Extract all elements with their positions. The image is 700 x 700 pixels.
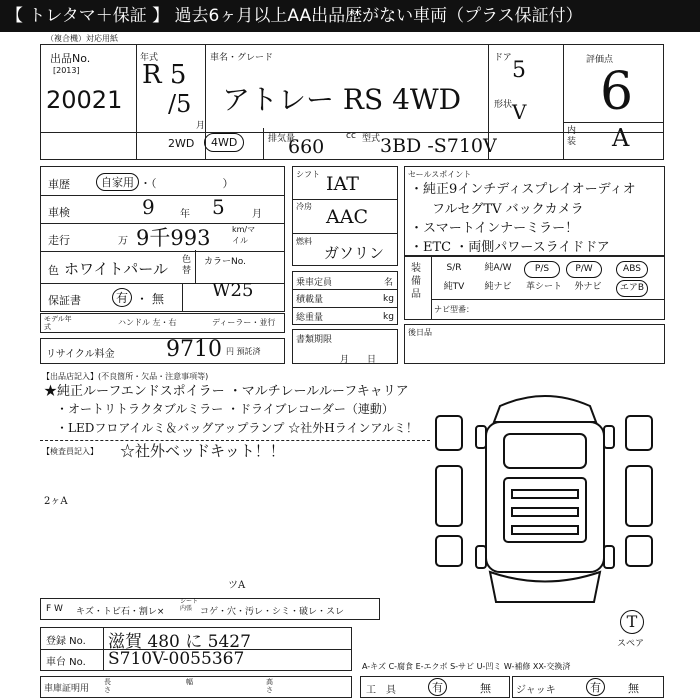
color-divider — [195, 250, 196, 284]
gross-label: 総重量 — [296, 313, 324, 323]
capacity-label: 乗車定員 — [296, 278, 333, 288]
sales-point-1: ・純正9インチディスプレイオーディオ — [410, 182, 636, 197]
seat-label: シート内張 — [180, 598, 199, 612]
equip-leather: 革シート — [525, 282, 562, 292]
year-era: R 5 — [142, 60, 187, 90]
note-line-1: ★純正ルーフエンドスポイラー ・マルチレールルーフキャリア — [44, 384, 409, 399]
model-change-handle: ハンドル 左・右 — [118, 318, 177, 327]
spare-label: スペア — [617, 639, 645, 649]
shape-value: V — [512, 100, 527, 124]
equipment-label: 装備品 — [411, 263, 421, 300]
equip-abs: ABS — [616, 261, 648, 278]
sales-point-4: ・ETC ・両側パワースライドドア — [410, 240, 610, 255]
equip-ps: P/S — [524, 261, 560, 278]
mileage-prefix: 万 — [118, 236, 128, 247]
notes-label: 【出品店記入】(不良箇所・欠品・注意事項等) — [42, 372, 209, 381]
gross-unit: kg — [383, 312, 394, 322]
interior-value: A — [612, 124, 630, 152]
history-value: 自家用 — [96, 173, 139, 191]
interior-label: 内装 — [567, 126, 577, 147]
history-label: 車歴 — [48, 178, 70, 191]
warranty-yes: 有 — [112, 288, 132, 307]
inspector-extra: 2ヶA — [44, 496, 68, 507]
model-label: 型式 — [362, 134, 381, 144]
lot-label: 出品No. — [50, 52, 91, 65]
drive-4wd: 4WD — [204, 133, 244, 152]
inspection-month: 5 — [212, 195, 225, 219]
mileage-label: 走行 — [48, 234, 70, 247]
ac-label: 冷房 — [296, 202, 312, 211]
color-code-label: カラーNo. — [204, 257, 246, 267]
tools-no: 無 — [480, 682, 491, 695]
ac-value: AAC — [326, 206, 368, 228]
jack-label: ジャッキ — [516, 685, 556, 696]
equip-aw: 純A/W — [484, 263, 512, 273]
fw-label: F W — [46, 604, 63, 614]
drive-2wd: 2WD — [168, 137, 195, 150]
seat-items: コゲ・穴・汚レ・シミ・破レ・スレ — [200, 607, 345, 617]
registration-value: 滋賀 480 に 5427 — [108, 632, 251, 652]
model-value: 3BD -S710V — [380, 135, 497, 157]
doc-date-label: 書類期限 — [296, 335, 333, 345]
color-code-value: W25 — [212, 280, 254, 301]
tools-label: 工 具 — [366, 685, 396, 696]
doors-label: ドア — [494, 53, 512, 63]
recycle-unit: 円 預託済 — [226, 347, 261, 356]
history-rest: ・（ ） — [140, 177, 234, 190]
equip-airbag: エアB — [616, 280, 648, 297]
cert-length: 長さ — [104, 678, 111, 694]
car-name: アトレー RS 4WD — [222, 83, 462, 116]
chassis-value: S710V-0055367 — [108, 649, 245, 669]
drive-divider — [263, 128, 264, 160]
lot-number: 20021 — [46, 86, 123, 114]
retrofit-label: 後日品 — [408, 328, 432, 337]
recycle-label: リサイクル料金 — [46, 349, 115, 360]
inspector-label: 【検査員記入】 — [42, 447, 98, 456]
sales-points-label: セールスポイント — [408, 170, 472, 179]
lot-year-tag: [2013] — [53, 66, 80, 75]
load-label: 積載量 — [296, 295, 324, 305]
car-label: 車名・グレード — [210, 53, 274, 63]
sales-point-3: ・スマートインナーミラー！ — [410, 221, 579, 236]
retrofit-block — [404, 324, 665, 364]
seat-mark: ツA — [228, 580, 246, 591]
doors-value: 5 — [512, 58, 526, 83]
color-swap-label: 色替 — [182, 255, 192, 276]
damage-legend: A-キズ C-腐食 E-エクボ S-サビ U-凹ミ W-補修 XX-交換済 — [362, 662, 571, 671]
fuel-value: ガソリン — [324, 244, 385, 262]
inspection-year-unit: 年 — [180, 209, 190, 220]
load-unit: kg — [383, 294, 394, 304]
displacement-unit: cc — [346, 131, 356, 141]
inspection-label: 車検 — [48, 206, 70, 219]
score-value: 6 — [600, 62, 634, 122]
note-line-2: ・オートリトラクタブルミラー ・ドライブレコーダー（連動） — [56, 402, 394, 416]
banner: 【 トレタマ＋保証 】 過去6ヶ月以上AA出品歴がない車両（プラス保証付） — [0, 0, 700, 32]
equip-pw: P/W — [566, 261, 602, 278]
capacity-unit: 名 — [384, 278, 394, 288]
equip-navi-model: ナビ型番： — [434, 305, 474, 314]
inspection-year: 9 — [142, 195, 155, 219]
form-type: （複合機）対応用紙 — [46, 34, 118, 43]
cert-width: 幅 — [186, 678, 193, 686]
recycle-value: 9710 — [166, 337, 222, 362]
mileage-unit: km/マイル — [232, 225, 256, 245]
inspection-month-unit: 月 — [252, 209, 262, 220]
equip-tv: 純TV — [443, 282, 465, 292]
shift-value: IAT — [326, 173, 359, 195]
model-change-label: モデル年式 — [44, 315, 72, 331]
fuel-label: 燃料 — [296, 237, 312, 246]
displacement-label: 排気量 — [268, 134, 296, 144]
mileage-value: 9千993 — [136, 226, 211, 250]
shift-label: シフト — [296, 170, 320, 179]
score-label: 評価点 — [586, 55, 614, 65]
registration-label: 登録 No. — [46, 636, 86, 647]
warranty-no: 無 — [152, 292, 165, 306]
color-value: ホワイトパール — [64, 260, 168, 278]
model-change-dealer: ディーラー・並行 — [212, 318, 276, 327]
year-month: /5 — [168, 90, 192, 118]
warranty-divider — [182, 284, 183, 312]
cert-label: 車庫証明用 — [44, 684, 90, 694]
spare-mark: T — [620, 610, 644, 634]
shape-label: 形状 — [494, 100, 513, 110]
equip-sr: S/R — [446, 263, 462, 273]
cert-height: 高さ — [266, 678, 273, 694]
warranty-sep: ・ — [136, 292, 149, 306]
tools-yes: 有 — [428, 678, 447, 696]
fw-items: キズ・トビ石・割レ× — [76, 607, 165, 617]
jack-yes: 有 — [586, 678, 605, 696]
note-line-3: ・LEDフロアイルミ＆バッグアップランプ ☆社外Hラインアルミ！ — [56, 421, 418, 435]
sales-point-2: フルセグTV バックカメラ — [432, 202, 584, 217]
displacement-value: 660 — [288, 136, 325, 158]
year-month-unit: 月 — [196, 121, 206, 131]
car-diagram — [430, 386, 660, 620]
equip-navi: 純ナビ — [484, 282, 512, 292]
inspector-value: ☆社外ベッドキット！！ — [120, 442, 285, 460]
color-label: 色 — [48, 264, 59, 277]
year-label: 年式 — [140, 53, 159, 63]
chassis-label: 車台 No. — [46, 657, 86, 668]
warranty-label: 保証書 — [48, 294, 81, 307]
score-divider — [564, 122, 664, 123]
doc-date-unit: 月日 — [340, 355, 395, 365]
equip-ext-navi: 外ナビ — [574, 282, 602, 292]
jack-no: 無 — [628, 682, 639, 695]
